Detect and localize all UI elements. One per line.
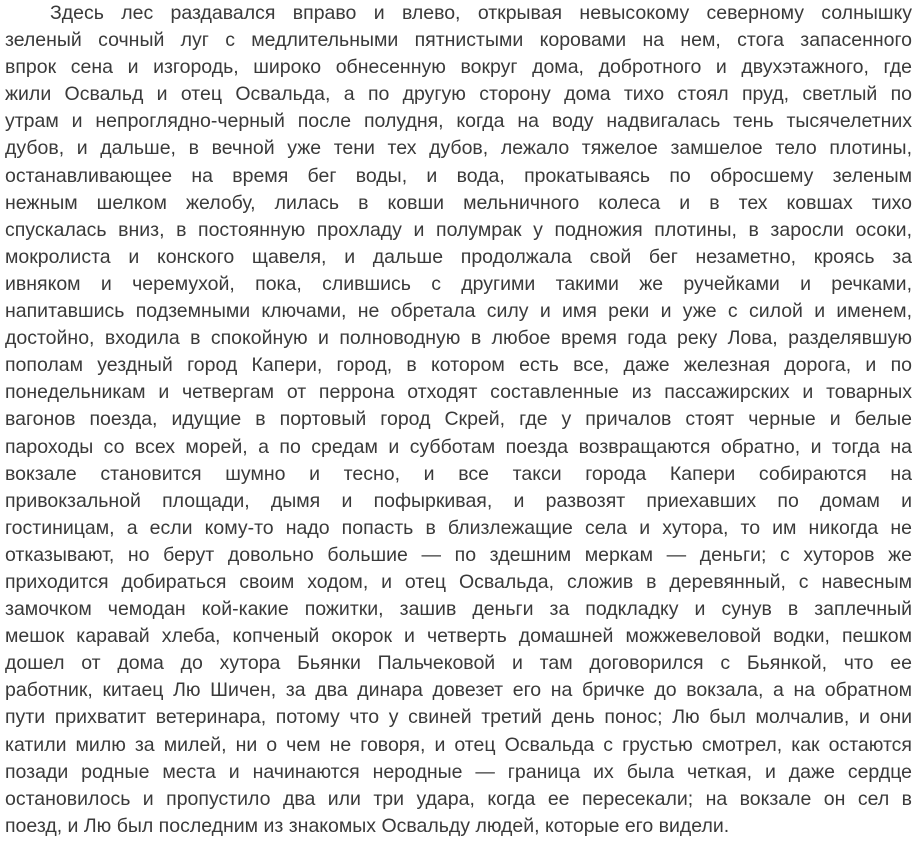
text-line: зеленый сочный луг с медлительными пятнистыми коровами на нем, стога запасенного: [5, 29, 912, 52]
text-line: мокролиста и конского щавеля, и дальше продолжала свой бег незаметно, кроясь за: [5, 245, 912, 268]
text-line: гостиницам, а если кому-то надо попасть в близлежащие села и хутора, то им никогда не: [5, 516, 912, 539]
text-line: пути прихватит ветеринара, потому что у свиней третий день понос; Лю был молчалив, и они: [5, 706, 912, 729]
text-line: вокзале становится шумно и тесно, и все такси города Капери собираются на: [5, 462, 912, 485]
text-line: жили Освальд и отец Освальда, а по другую сторону дома тихо стоял пруд, светлый по: [5, 83, 912, 106]
text-line: катили милю за милей, ни о чем не говоря, и отец Освальда с грустью смотрел, как остаются: [5, 733, 912, 756]
text-line: дошел от дома до хутора Бьянки Пальчековой и там договорился с Бьянкой, что ее: [5, 652, 912, 675]
text-line: ивняком и черемухой, пока, слившись с другими такими же ручейками и речками,: [5, 272, 912, 295]
text-line: нежным шелком желобу, лилась в ковши мельничного колеса и в тех ковшах тихо: [5, 191, 912, 214]
text-line: пароходы со всех морей, а по средам и субботам поезда возвращаются обратно, и тогда на: [5, 435, 912, 458]
text-line: утрам и непроглядно-черный после полудня, когда на воду надвигалась тень тысячелетних: [5, 110, 912, 133]
text-line: приходится добираться своим ходом, и отец Освальда, сложив в деревянный, с навесным: [5, 570, 912, 593]
text-line: отказывают, но берут довольно большие — по здешним меркам — деньги; с хуторов же: [5, 543, 912, 566]
text-line: понедельникам и четвергам от перрона отходят составленные из пассажирских и товарных: [5, 381, 912, 404]
text-line: вагонов поезда, идущие в портовый город Скрей, где у причалов стоят черные и белые: [5, 408, 912, 431]
text-line: напитавшись подземными ключами, не обретала силу и имя реки и уже с силой и именем,: [5, 300, 912, 323]
text-line: поезд, и Лю был последним из знакомых Освальду людей, которые его видели.: [5, 814, 730, 837]
text-line: мешок каравай хлеба, копченый окорок и четверть домашней можжевеловой водки, пешком: [5, 625, 912, 648]
text-paragraph: [5, 0, 912, 840]
text-line: работник, китаец Лю Шичен, за два динара довезет его на бричке до вокзала, а на обратном: [5, 679, 912, 702]
text-line: впрок сена и изгородь, широко обнесенную вокруг дома, добротного и двухэтажного, где: [5, 56, 912, 79]
text-line: останавливающее на время бег воды, и вода, прокатываясь по обросшему зеленым: [5, 164, 912, 187]
text-line: дубов, и дальше, в вечной уже тени тех дубов, лежало тяжелое замшелое тело плотины,: [5, 137, 912, 160]
text-line: достойно, входила в спокойную и полноводную в любое время года реку Лова, разделявшую: [5, 327, 912, 350]
text-line: привокзальной площади, дымя и пофыркивая, и развозят приехавших по домам и: [5, 489, 912, 512]
text-line: замочком чемодан кой-какие пожитки, зашив деньги за подкладку и сунув в заплечный: [5, 598, 912, 621]
text-line: остановилось и пропустило два или три удара, когда ее пересекали; на вокзале он сел в: [5, 787, 912, 810]
text-line: позади родные места и начинаются неродные — граница их была четкая, и даже сердце: [5, 760, 912, 783]
text-line: спускалась вниз, в постоянную прохладу и полумрак у подножия плотины, в заросли осоки,: [5, 218, 912, 241]
text-line: Здесь лес раздавался вправо и влево, открывая невысокому северному солнышку: [50, 2, 912, 24]
text-line: пополам уездный город Капери, город, в котором есть все, даже железная дорога, и по: [5, 354, 912, 377]
